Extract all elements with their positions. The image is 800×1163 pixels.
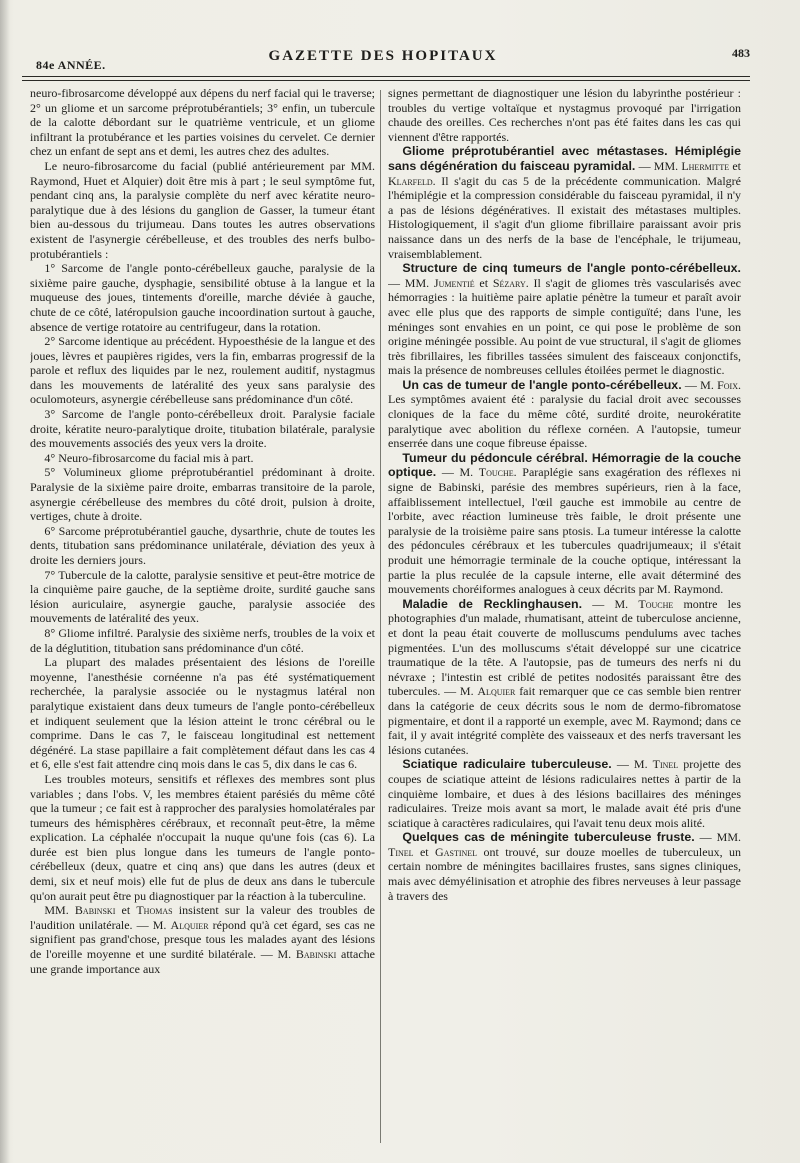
section-sciatique: Sciatique radiculaire tuberculeuse. — M. Tinel projette des coupes de sciatique atteint de lésions radiculaires nettes à partir de la cinquième lombaire, et dues à des lésions bacillaires des méninges radiculaires. Treize mois avant sa mort, le malade avait été pris d'une sciatique à caractères radiculaires, qui l'avait tenu deux mois alité.: [388, 757, 741, 830]
author-name: Jumentié: [433, 275, 475, 290]
list-item: 7° Tubercule de la calotte, paralysie sensitive et peut-être motrice de la cinquième paire gauche, de la septième droite, surdité gauche sans lésion auriculaire, asynergie gauche, paralysie associée des mouvements de latéralité des yeux.: [30, 567, 375, 626]
paragraph: neuro-fibrosarcome développé aux dépens du nerf facial qui le traverse; 2° un gliome et un sarcome préprotubérantiels; 3° enfin, un tubercule de la calotte débordant sur le quatrième ventricule, et un gliome infiltrant la protubérance et les parties voisines du cervelet. Ce dernier chez un enfant de sept ans et demi, les autres chez des adultes.: [30, 86, 375, 159]
author-name: Lhermitte: [681, 158, 730, 173]
page-number: 483: [732, 46, 750, 60]
section-title: Maladie de Recklinghausen.: [402, 596, 583, 611]
paragraph: Le neuro-fibrosarcome du facial (publié antérieurement par MM. Raymond, Huet et Alquier) doit être mis à part ; le seul symptôme fut, pendant cinq ans, la paralysie complète du nerf avec kératite neuro-paralytique due à des lésions du ganglion de Gasser, la tumeur étant bien au-dessous du trijumeau. Dans toutes les autres observations existent de l'asynergie cérébelleuse, et des troubles des nerfs bulbo-protubérantiels :: [30, 158, 375, 261]
paragraph: signes permettant de diagnostiquer une lésion du labyrinthe postérieur : troubles du vertige voltaïque et nystagmus provoqué par l'irrigation chaude des oreilles. Ces recherches n'ont pas été faites dans les cas qui viennent d'être rapportés.: [388, 86, 741, 144]
author-name: Tinel: [388, 844, 414, 859]
section-gliome-preprotuberantiel: Gliome préprotubérantiel avec métastases. Hémiplégie sans dégénération du faisceau pyramidal. — MM. Lhermitte et Klarfeld. Il s'agit du cas 5 de la précédente communication. Malgré l'hémiplégie et la compression considérable du faisceau pyramidal, il n'y a pas de lésions dégénératives. Il existait des métastases multiples. Histologiquement, il s'agit d'un gliome fibrillaire paraissant avoir pris naissance dans un des nerfs de la base de l'encéphale, le trijumeau, vraisemblablement.: [388, 144, 741, 261]
binding-shadow: [0, 0, 10, 1163]
paragraph: La plupart des malades présentaient des lésions de l'oreille moyenne, l'anesthésie cornéenne n'a pas été systématiquement recherchée, la paralysie associée ou le nystagmus latéral non paralytique existaient dans deux tumeurs de l'angle ponto-cérébelleux et indiquent seulement que la lésion atteint le tronc cérébral ou le comprime. Dans le cas 7, le faisceau longitudinal est nettement dégénéré. La stase papillaire a fait complètement défaut dans les cas 4 et 6, elle s'est fait attendre cinq mois dans le cas 5, dix dans le cas 6.: [30, 655, 375, 772]
section-un-cas-de-tumeur: Un cas de tumeur de l'angle ponto-cérébelleux. — M. Foix. Les symptômes avaient été : paralysie du facial droit avec secousses cloniques de la face du même côté, surdité droite, neurokératite paralytique avec abolition du réflexe cornéen. A l'autopsie, tumeur enserrée dans une coque fibreuse épaisse.: [388, 377, 741, 451]
right-column: [388, 86, 741, 1151]
author-name: Alquier: [170, 917, 209, 932]
author-name: Gastinel: [435, 844, 478, 859]
section-meningite: Quelques cas de méningite tuberculeuse fruste. — MM. Tinel et Gastinel ont trouvé, sur douze moelles de tuberculeux, un certain nombre de méningites bacillaires frustes, sans signes cliniques, mais avec démyélinisation et atrophie des fibres nerveuses à leur passage à travers des: [388, 830, 741, 903]
journal-title: GAZETTE DES HOPITAUX: [268, 48, 498, 64]
left-column: [30, 86, 375, 1151]
author-name: Touche: [638, 596, 674, 611]
section-tumeur-pedoncule: Tumeur du pédoncule cérébral. Hémorragie de la couche optique. — M. Touche. Paraplégie sans exagération des réflexes ni signe de Babinski, parésie des membres supérieurs, rien à la face, affaiblissement intellectuel, l'œil gauche est immobile au centre de l'orbite, avec réaction lumineuse très faible, le droit présente une paralysie de la troisième paire sans ptosis. La tumeur intéresse la calotte des pédoncules cérébraux et les tubercules quadrijumeaux; il s'était produit une hémorragie terminale de la couche optique, intéressant la partie la plus reculée de la capsule interne, elle avait déterminé des mouvements choréiformes analogues à ceux décrits par M. Raymond.: [388, 450, 741, 597]
list-item: 8° Gliome infiltré. Paralysie des sixième nerfs, troubles de la voix et de la déglutition, titubation sans prédominance d'un côté.: [30, 625, 375, 655]
section-title: Structure de cinq tumeurs de l'angle ponto-cérébelleux.: [402, 261, 741, 276]
author-name: Klarfeld: [388, 173, 433, 188]
author-name: Babinski: [74, 903, 116, 918]
column-divider: [380, 90, 381, 1143]
section-structure-cinq-tumeurs: Structure de cinq tumeurs de l'angle ponto-cérébelleux. — MM. Jumentié et Sézary. Il s'agit de gliomes très vascularisés avec hémorragies : la huitième paire aplatie pénètre la tumeur et paraît avoir avec elle plus que des rapports de simple contiguïté; dans l'une, les méninges sont envahies en un point, ce qui pose le problème de son origine méningée possible. Au point de vue structural, il s'agit de gliomes très fibrillaires, les fibrilles tassées simulent des faisceaux conjonctifs, mais la présence de nombreuses cellules étoilées permet le diagnostic.: [388, 261, 741, 378]
list-item: 3° Sarcome de l'angle ponto-cérébelleux droit. Paralysie faciale droite, kératite neuro-paralytique droite, titubation bilatérale, paralysie des mouvements associés des yeux vers la droite.: [30, 407, 375, 451]
author-name: Babinski: [295, 947, 337, 962]
paragraph: MM. Babinski et Thomas insistent sur la valeur des troubles de l'audition unilatérale. — M. Alquier répond qu'à cet égard, ses cas ne signifient pas grand'chose, presque tous les malades ayant des lésions de l'oreille moyenne et une surdité bilatérale. — M. Babinski attache une grande importance aux: [30, 903, 375, 976]
author-name: Foix: [717, 377, 739, 392]
page-header: [16, 44, 750, 74]
header-rule-thin: [22, 80, 750, 81]
section-title: Sciatique radiculaire tuberculeuse.: [402, 757, 612, 772]
list-item: 5° Volumineux gliome préprotubérantiel prédominant à droite. Paralysie de la sixième paire droite, embarras transitoire de la parole, asynergie cérébelleuse des membres du côté droit, pulsion à droite, vertiges, chute à droite.: [30, 465, 375, 524]
section-title: Quelques cas de méningite tuberculeuse fruste.: [402, 830, 695, 845]
year-label: 84e ANNÉE.: [36, 58, 106, 72]
author-name: Sézary: [492, 275, 526, 290]
section-title: Tumeur du pédoncule cérébral. Hémorragie de la couche optique.: [388, 450, 741, 480]
list-item: 2° Sarcome identique au précédent. Hypoesthésie de la langue et des joues, lèvres et paupières rigides, vers la fin, embarras progressif de la parole et reflux des liquides par le nez, roulement auditif, nystagmus dans les mouvements de latéralité des yeux sans paralysie des oculomoteurs, asynergie cérébelleuse sans prédominance d'un côté.: [30, 334, 375, 407]
section-title: Un cas de tumeur de l'angle ponto-cérébelleux.: [402, 377, 682, 392]
author-name: Tinel: [652, 757, 679, 772]
section-title: Gliome préprotubérantiel avec métastases. Hémiplégie sans dégénération du faisceau pyramidal.: [388, 144, 741, 173]
author-name: Thomas: [136, 903, 173, 918]
header-rule-thick: [22, 76, 750, 77]
section-recklinghausen: Maladie de Recklinghausen. — M. Touche montre les photographies d'un malade, rhumatisant, atteint de tuberculose ancienne, et dont la peau était couverte de molluscums pendulums avec taches pigmentées. L'un des molluscums s'était développé sur une cicatrice traumatique de la tête. A l'autopsie, pas de tumeurs des nerfs ni du névraxe ; l'intestin est criblé de petites nodosités paraissant être des tubercules. — M. Alquier fait remarquer que ce cas semble bien rentrer dans la catégorie de ceux décrits sous le nom de dermo-fibromatose pigmentaire, et dont il a rapporté un exemple, avec M. Raymond; dans ce fait, il y avait intégrité complète des vaisseaux et des nerfs traversant les lésions cutanées.: [388, 596, 741, 757]
author-name: Alquier: [477, 684, 516, 699]
list-item: 4° Neuro-fibrosarcome du facial mis à part.: [44, 450, 254, 465]
list-item: 6° Sarcome préprotubérantiel gauche, dysarthrie, chute de toutes les dents, titubation sans prédominance unilatérale, déviation des yeux à droite les derniers jours.: [30, 523, 375, 567]
list-item: 1° Sarcome de l'angle ponto-cérébelleux gauche, paralysie de la sixième paire gauche, dysphagie, sensibilité obtuse à la langue et la muqueuse des joues, tintements d'oreille, marche déviée à gauche, chute de ce côté, latéropulsion gauche incoordination surtout à gauche, absence de vertige rotatoire au centrifugeur, dans la rotation.: [30, 261, 375, 334]
paragraph: Les troubles moteurs, sensitifs et réflexes des membres sont plus variables ; dans l'obs. V, les membres étaient parésiés du même côté que la tumeur ; ce fait est à rapprocher des paralysies homolatérales par tumeurs des hémisphères cérébraux, et reconnaît peut-être, la même explication. La céphalée n'occupait la nuque qu'une fois (cas 6). La durée est bien plus longue dans les tumeurs de l'angle ponto-cérébelleux (deux, quatre et cinq ans) que dans les autres (deux et demi, six et neuf mois) elle fut de plus de deux ans dans le tubercule qu'on aurait peut être pu diagnostiquer par la réaction à la tuberculine.: [30, 771, 375, 903]
author-name: Touche: [478, 465, 514, 480]
